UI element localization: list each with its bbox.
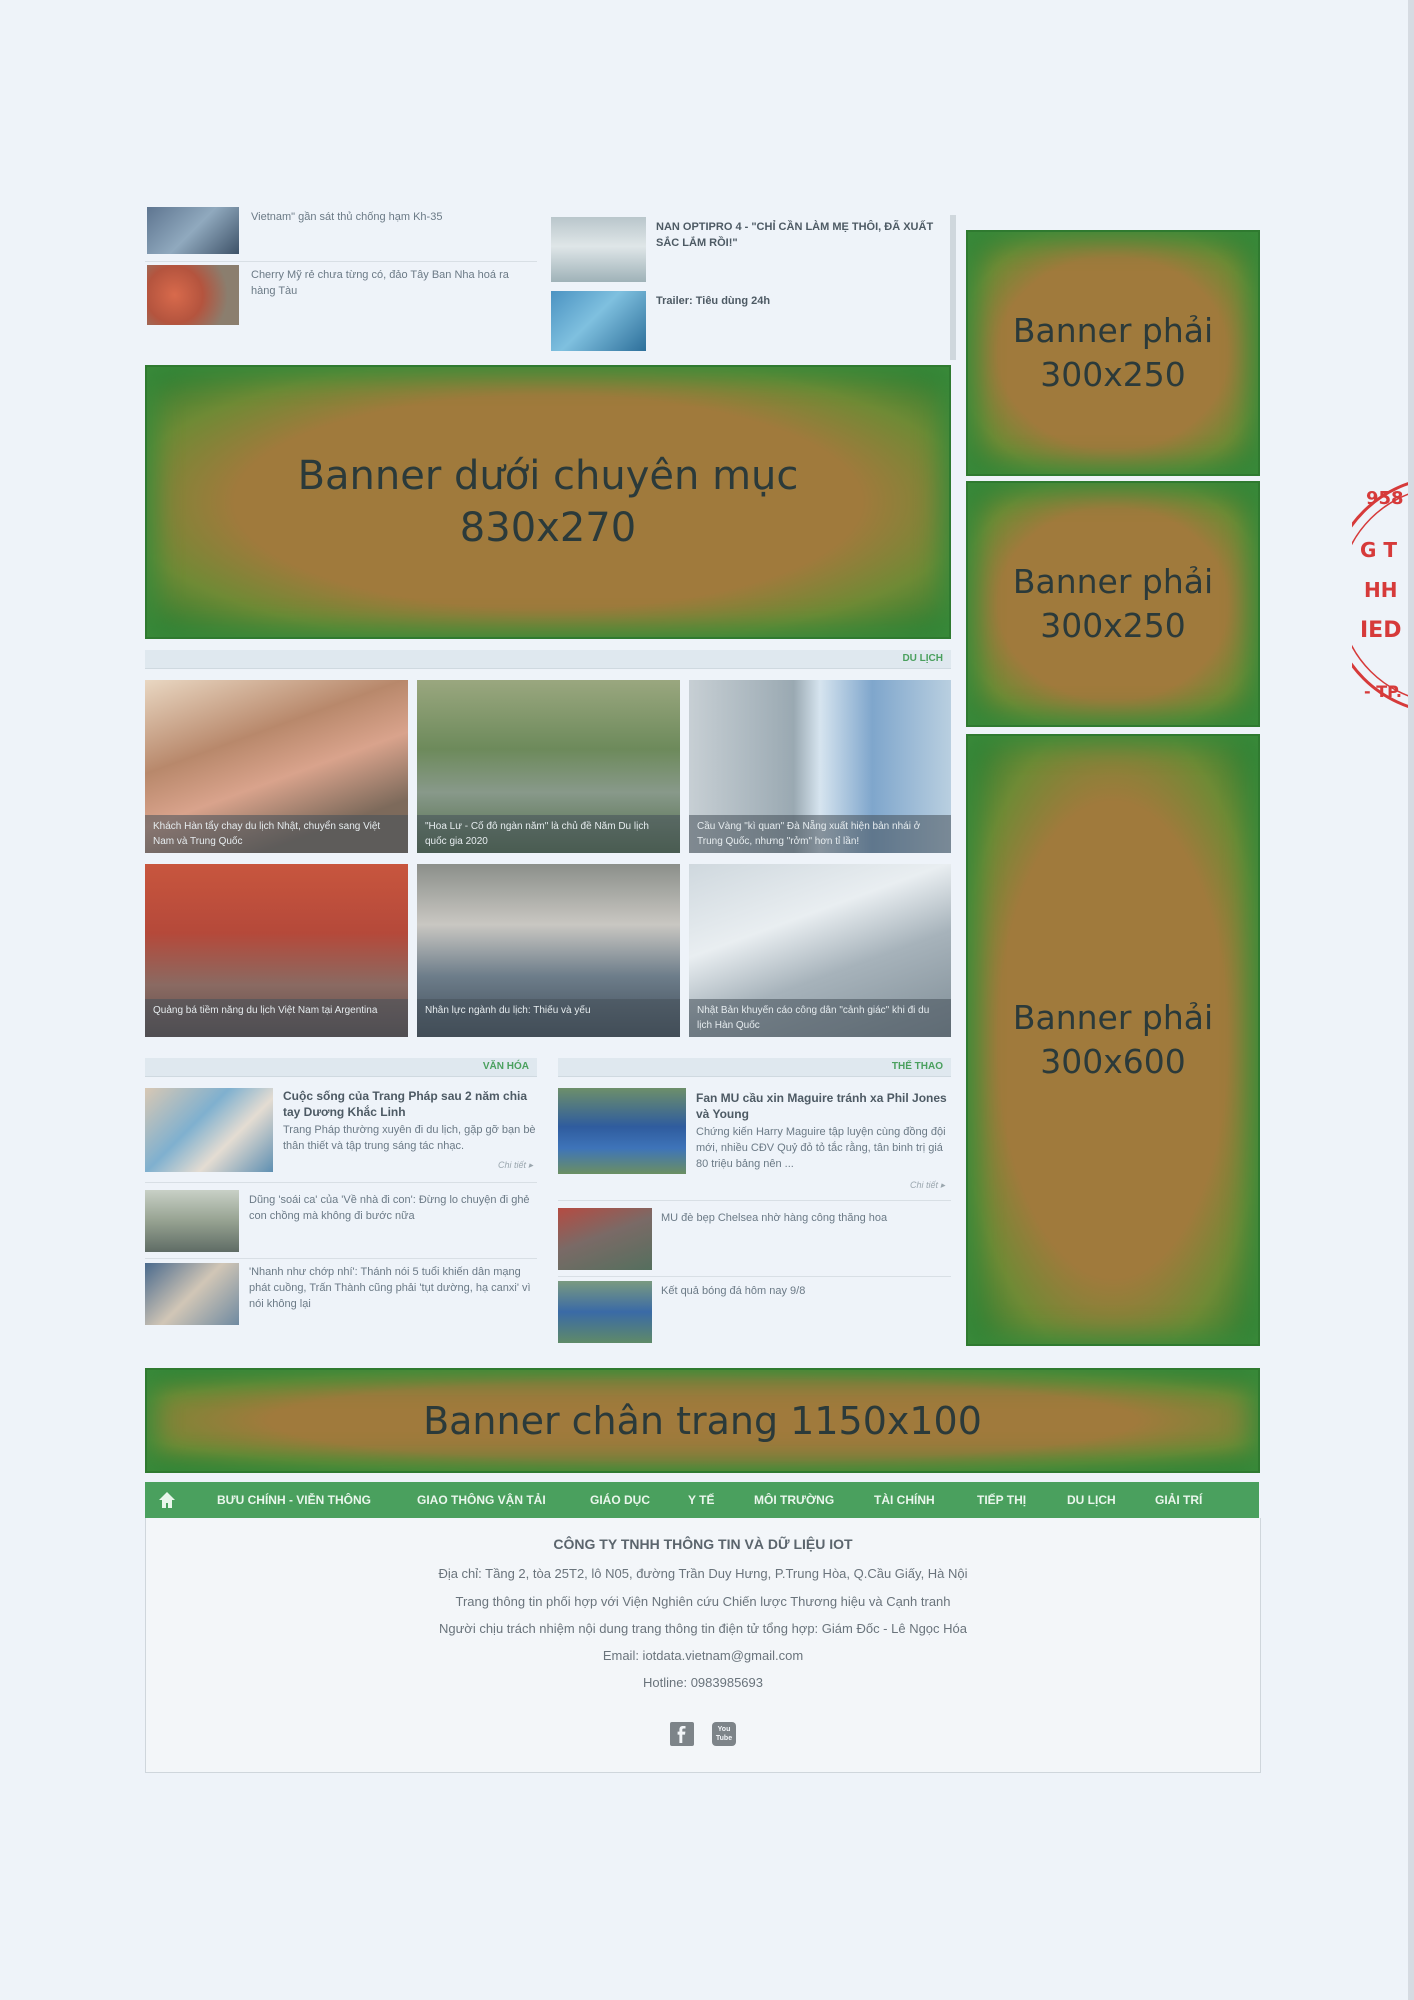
stamp-text: G T — [1360, 538, 1398, 562]
partner-info: Trang thông tin phối hợp với Viện Nghiên cứu Chiến lược Thương hiệu và Cạnh tranh — [455, 1594, 951, 1609]
news-tile[interactable] — [145, 864, 408, 1037]
banner-size: 300x250 — [1040, 355, 1186, 394]
tile-caption: Nhật Bản khuyến cáo công dân "cảnh giác" khi đi du lịch Hàn Quốc — [689, 999, 951, 1037]
nav-item-moi-truong[interactable]: MÔI TRƯỜNG — [754, 1493, 835, 1507]
read-more-label: Chi tiết — [910, 1180, 939, 1190]
list-item-title[interactable]: Dũng 'soái ca' của 'Về nhà đi con': Đừng lo chuyện đi ghẻ con chồng mà không đi bước nữa — [249, 1194, 530, 1222]
lead-title[interactable]: Fan MU cầu xin Maguire tránh xa Phil Jones và Young — [696, 1091, 947, 1121]
right-banner-3[interactable] — [966, 734, 1260, 1346]
lead-title[interactable]: Cuộc sống của Trang Pháp sau 2 năm chia tay Dương Khắc Linh — [283, 1089, 528, 1119]
stamp-text: 958 — [1366, 488, 1404, 509]
stamp-text: IED — [1360, 618, 1402, 643]
thumbnail[interactable] — [558, 1208, 652, 1270]
nav-item-du-lich[interactable]: DU LỊCH — [1067, 1493, 1116, 1507]
thumbnail[interactable] — [551, 291, 646, 351]
thumbnail[interactable] — [558, 1281, 652, 1343]
section-label[interactable]: THỂ THAO — [891, 1061, 943, 1072]
youtube-icon-text: You — [717, 1726, 731, 1733]
stamp-seal — [1352, 470, 1412, 720]
youtube-icon-text: Tube — [715, 1735, 733, 1742]
list-item-title[interactable]: MU đè bẹp Chelsea nhờ hàng công thăng hoa — [661, 1212, 888, 1224]
nav-item-tai-chinh[interactable]: TÀI CHÍNH — [874, 1493, 935, 1507]
news-tile[interactable] — [145, 680, 408, 853]
list-item-title[interactable]: NAN OPTIPRO 4 - "CHỈ CẦN LÀM MẸ THÔI, ĐÃ XUẤT SẮC LẮM RỒI!" — [656, 221, 934, 249]
stamp-text: - TP. — [1364, 682, 1402, 701]
list-item-title[interactable]: Cherry Mỹ rẻ chưa từng có, đảo Tây Ban Nha hoá ra hàng Tàu — [251, 269, 509, 297]
read-more-link[interactable]: Chi tiết ▸ — [910, 1180, 946, 1190]
banner-title: Banner phải — [1012, 998, 1214, 1037]
thumbnail[interactable] — [147, 265, 239, 325]
section-label[interactable]: DU LỊCH — [902, 653, 943, 664]
nav-item-tiep-thi[interactable]: TIẾP THỊ — [977, 1493, 1027, 1507]
site-footer — [145, 1518, 1261, 1773]
category-banner[interactable] — [145, 365, 951, 639]
thumbnail[interactable] — [551, 217, 646, 282]
facebook-icon[interactable] — [670, 1722, 694, 1746]
nav-item-giai-tri[interactable]: GIẢI TRÍ — [1155, 1493, 1203, 1507]
top-mid-list — [548, 215, 958, 355]
divider — [145, 1258, 537, 1259]
thumbnail[interactable] — [147, 207, 239, 254]
lead-description: Chứng kiến Harry Maguire tập luyện cùng đồng đội mới, nhiều CĐV Quỷ đỏ tỏ tắc rằng, tân binh trị giá 80 triệu bảng nên ... — [696, 1126, 946, 1170]
banner-size: 830x270 — [459, 505, 637, 551]
right-banner-2[interactable] — [966, 481, 1260, 727]
news-tile[interactable] — [689, 680, 951, 853]
youtube-icon[interactable] — [712, 1722, 736, 1746]
news-tile[interactable] — [689, 864, 951, 1037]
thumbnail[interactable] — [145, 1263, 239, 1325]
contact-email[interactable]: Email: iotdata.vietnam@gmail.com — [602, 1648, 804, 1663]
scrollbar[interactable] — [950, 215, 956, 360]
tile-caption: Cầu Vàng "kì quan" Đà Nẵng xuất hiện bản nhái ở Trung Quốc, nhưng "rởm" hơn tỉ lần! — [689, 815, 951, 853]
nav-item-buu-chinh[interactable]: BƯU CHÍNH - VIỄN THÔNG — [217, 1493, 371, 1507]
divider — [558, 1200, 951, 1201]
section-header-van-hoa — [145, 1058, 537, 1077]
footer-nav — [145, 1482, 1259, 1518]
list-item-title[interactable]: Kết quả bóng đá hôm nay 9/8 — [661, 1285, 806, 1297]
home-icon[interactable] — [157, 1490, 177, 1510]
banner-title: Banner phải — [1012, 562, 1214, 601]
list-item-title[interactable]: 'Nhanh như chớp nhí': Thánh nói 5 tuổi khiến dân mạng phát cuồng, Trấn Thành cũng phải 'tụt dường, hạ canxi' vì nói không lại — [249, 1266, 531, 1310]
contact-hotline[interactable]: Hotline: 0983985693 — [643, 1675, 763, 1690]
news-tile[interactable] — [417, 864, 680, 1037]
news-tile[interactable] — [417, 680, 680, 853]
tile-caption: Nhân lực ngành du lịch: Thiếu và yếu — [417, 999, 680, 1037]
responsible-person: Người chịu trách nhiệm nội dung trang thông tin điện tử tổng hợp: Giám Đốc - Lê Ngọc Hóa — [438, 1621, 968, 1636]
footer-banner[interactable] — [145, 1368, 1260, 1473]
list-item-title[interactable]: Trailer: Tiêu dùng 24h — [656, 295, 771, 307]
read-more-link[interactable]: Chi tiết ▸ — [498, 1160, 534, 1170]
banner-title: Banner phải — [1012, 311, 1214, 350]
right-banner-1[interactable] — [966, 230, 1260, 476]
thumbnail[interactable] — [145, 1190, 239, 1252]
lead-description: Trang Pháp thường xuyên đi du lịch, gặp gỡ bạn bè thân thiết và tập trung sáng tác nhạc. — [283, 1124, 536, 1152]
banner-title: Banner chân trang 1150x100 — [423, 1398, 982, 1443]
section-header-the-thao — [558, 1058, 951, 1077]
section-header-du-lich — [145, 650, 951, 669]
lead-thumbnail[interactable] — [558, 1088, 686, 1174]
page-edge — [1408, 0, 1414, 2000]
stamp-text: HH — [1364, 578, 1398, 602]
banner-size: 300x600 — [1040, 1042, 1186, 1081]
nav-item-giao-duc[interactable]: GIÁO DỤC — [590, 1493, 650, 1507]
list-item-title[interactable]: Vietnam" gần sát thủ chống hạm Kh-35 — [251, 211, 443, 223]
divider — [145, 261, 537, 262]
banner-title: Banner dưới chuyên mục — [297, 453, 799, 499]
nav-item-y-te[interactable]: Y TẾ — [688, 1493, 715, 1507]
tile-caption: Khách Hàn tẩy chay du lịch Nhật, chuyển sang Việt Nam và Trung Quốc — [145, 815, 408, 853]
banner-size: 300x250 — [1040, 606, 1186, 645]
lead-thumbnail[interactable] — [145, 1088, 273, 1172]
top-left-list — [145, 205, 540, 330]
company-name: CÔNG TY TNHH THÔNG TIN VÀ DỮ LIỆU IOT — [553, 1536, 853, 1552]
company-address: Địa chỉ: Tầng 2, tòa 25T2, lô N05, đường Trần Duy Hưng, P.Trung Hòa, Q.Cầu Giấy, Hà Nội — [438, 1566, 968, 1581]
section-label[interactable]: VĂN HÓA — [482, 1061, 529, 1072]
read-more-label: Chi tiết — [498, 1160, 527, 1170]
tile-caption: "Hoa Lư - Cố đô ngàn năm" là chủ đề Năm Du lịch quốc gia 2020 — [417, 815, 680, 853]
divider — [145, 1182, 537, 1183]
tile-caption: Quảng bá tiềm năng du lịch Việt Nam tại Argentina — [145, 999, 408, 1037]
nav-item-giao-thong[interactable]: GIAO THÔNG VẬN TẢI — [417, 1493, 546, 1507]
divider — [558, 1276, 951, 1277]
